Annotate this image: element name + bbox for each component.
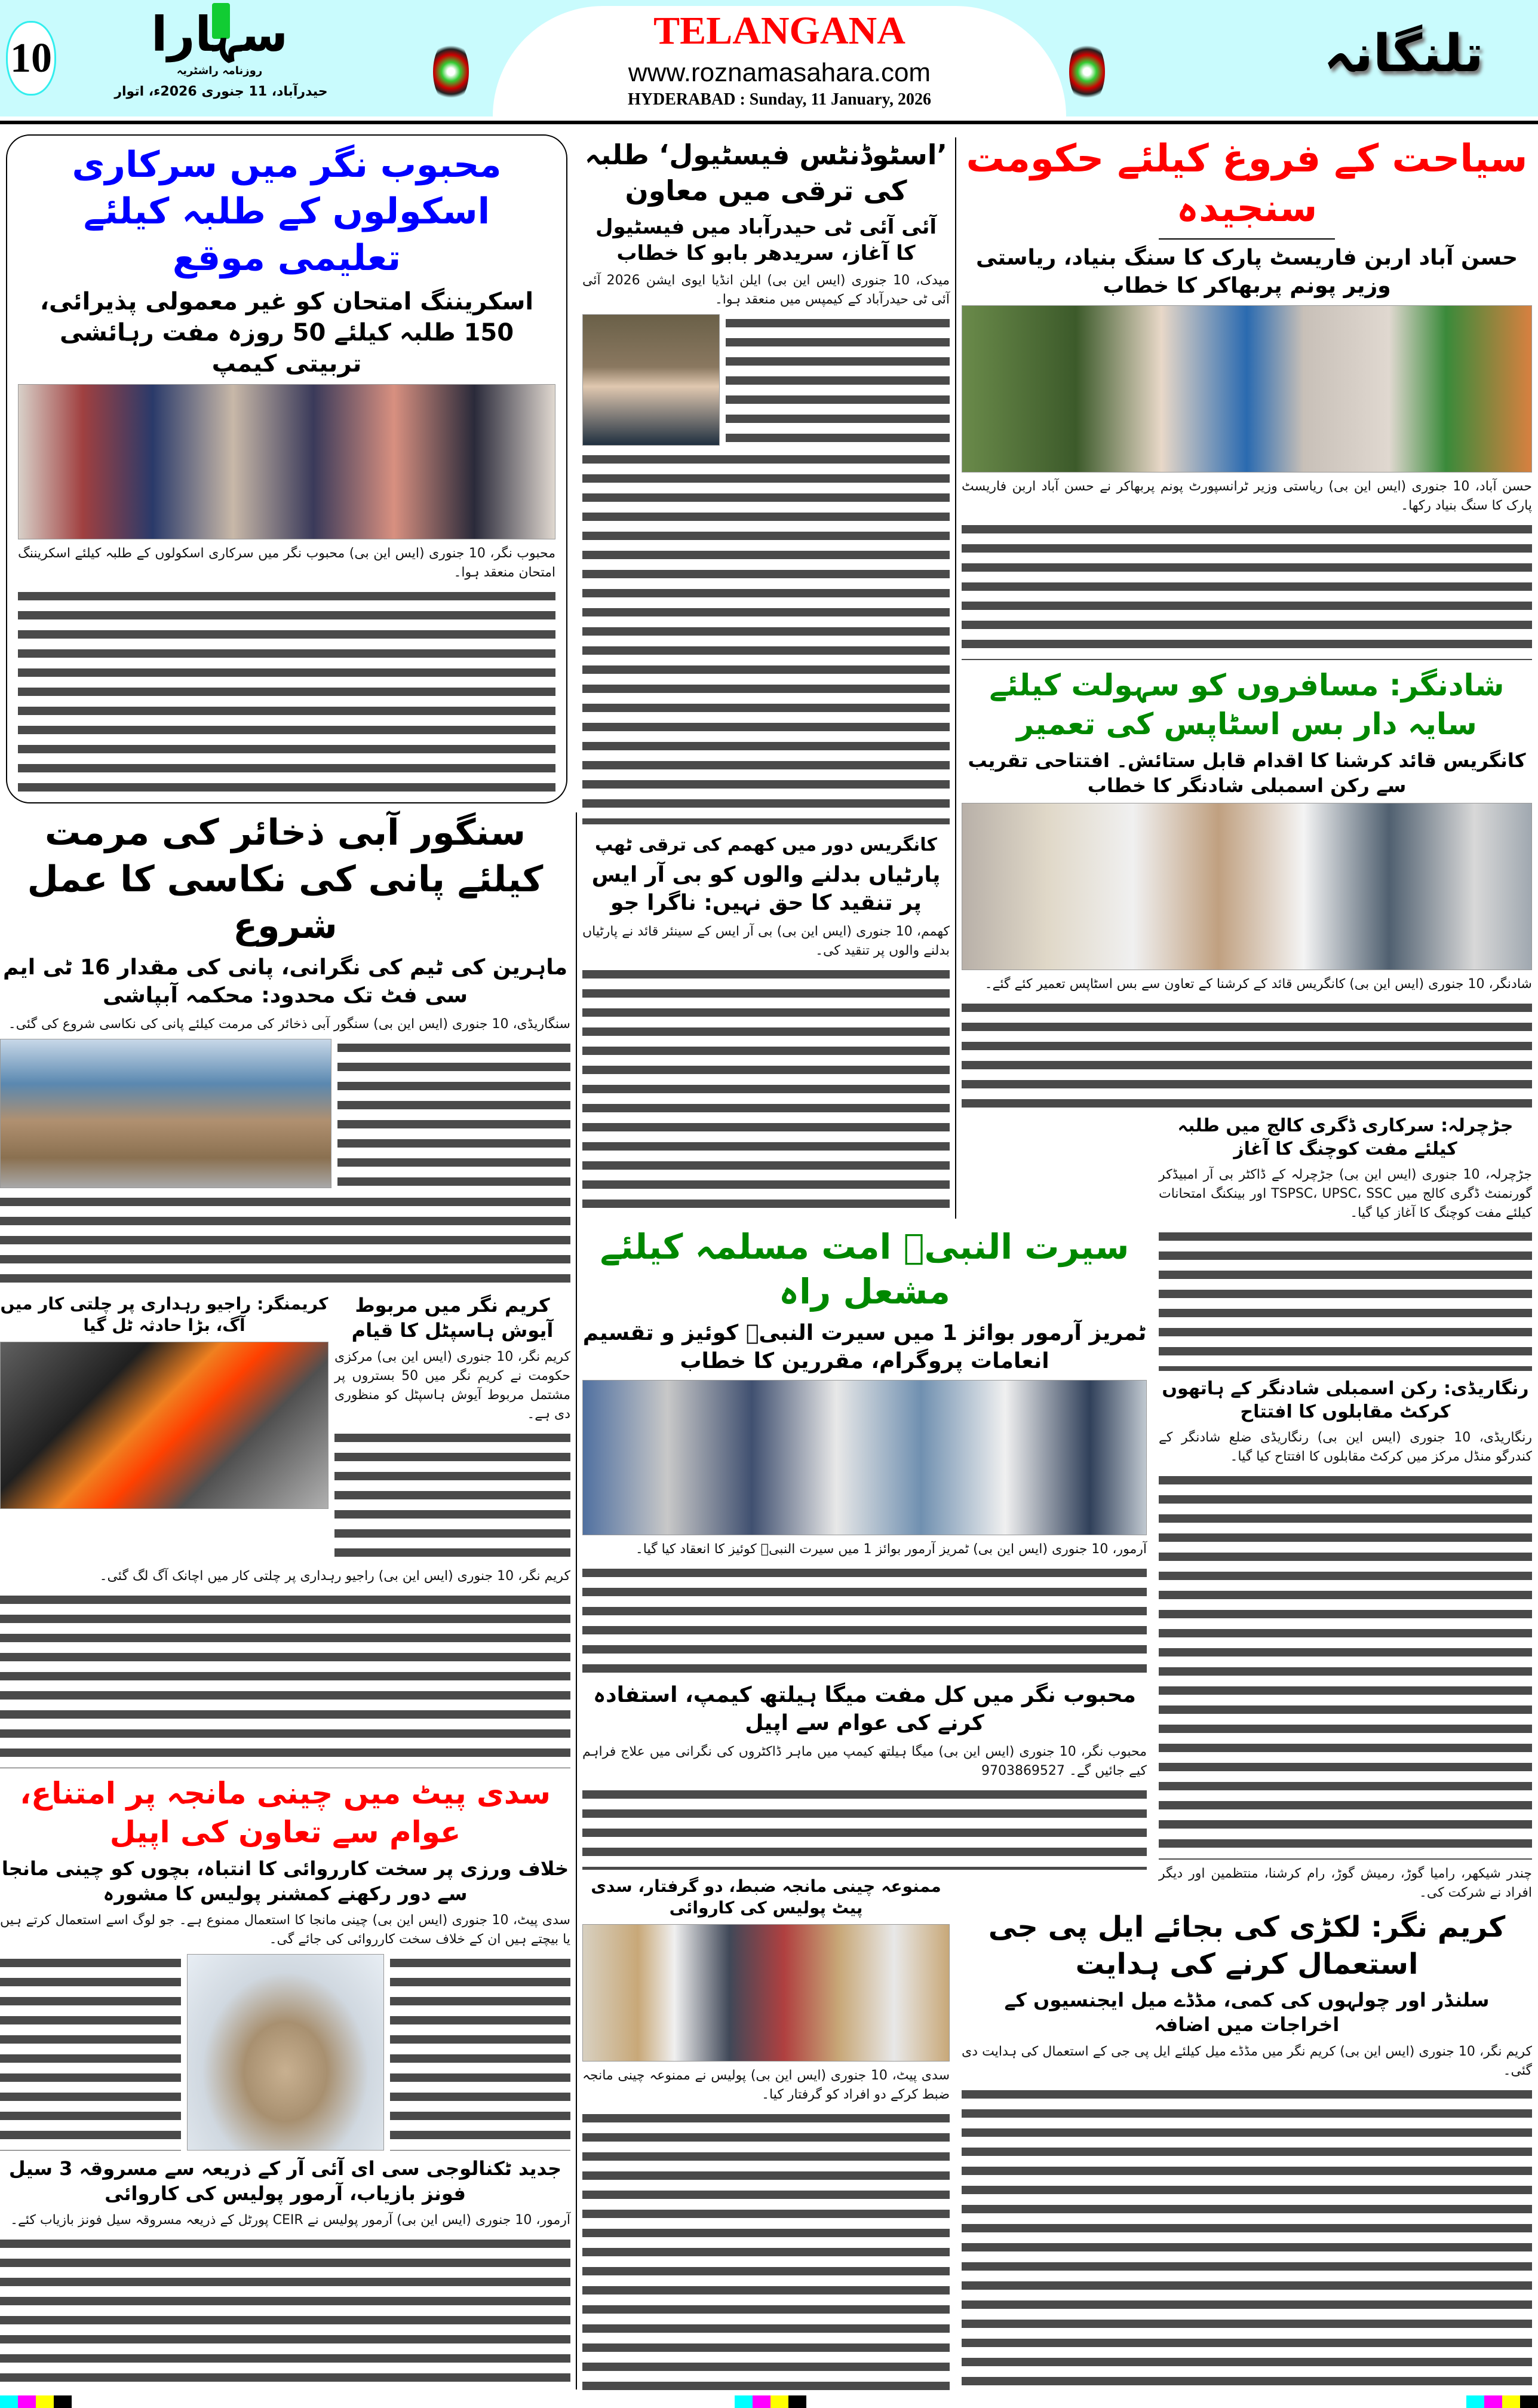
phone-number: 9703869527 <box>981 1763 1065 1778</box>
photo-police-with-accused <box>582 1924 950 2062</box>
subhead-siddipet-manja: خلاف ورزی پر سخت کارروائی کا انتباہ، بچوں کو چینی مانجا سے دور رکھنے کمشنر پولیس کا مشورہ <box>1 1857 569 1905</box>
newspaper-logo: سہارا <box>151 7 288 62</box>
registration-mark <box>770 2395 788 2408</box>
article-body-health-camp <box>582 1743 1147 1781</box>
photo-minister-speaking <box>582 314 720 446</box>
article-body-continued <box>337 1039 570 1188</box>
photo-burning-car <box>0 1342 329 1509</box>
headline-armoor-phones: جدید ٹکنالوجی سی ای آئی آر کے ذریعہ سے مسروقہ 3 سیل فونز بازیاب، آرمور پولیس کی کاروائی <box>8 2157 562 2205</box>
article-body-singur <box>0 1193 570 1287</box>
subhead-singur: ماہرین کی ٹیم کی نگرانی، پانی کی مقدار 16 ٹی ایم سی فٹ تک محدود: محکمہ آبپاشی <box>2 955 568 1008</box>
section-title: تلنگانہ <box>1324 24 1484 84</box>
article-body-continued <box>726 314 950 446</box>
registration-mark <box>753 2395 770 2408</box>
headline-mahbubnagar-schools: محبوب نگر میں سرکاری اسکولوں کے طلبہ کیلئے تعلیمی موقع <box>72 144 502 279</box>
urdu-date: حیدرآباد، 11 جنوری 2026ء، اتوار <box>114 84 328 99</box>
sunburst-icon <box>1069 39 1105 105</box>
registration-mark <box>18 2395 36 2408</box>
article-mahbubnagar-schools <box>6 134 567 803</box>
article-lead: محبوب نگر، 10 جنوری (ایس این بی) میگا ہیلتھ کیمپ میں ماہر ڈاکٹروں کی نگرانی میں علاج فراہم کیے جائیں گے۔ <box>582 1744 1147 1778</box>
kicker-khammam: کانگریس دور میں کھمم کی ترقی ٹھپ <box>595 835 937 855</box>
subhead-students-festival: آئی آئی ٹی حیدرآباد میں فیسٹیول کا آغاز، سریدھر بابو کا خطاب <box>595 214 937 265</box>
article-rangareddy <box>1159 1377 1532 1903</box>
article-lead: آرمور، 10 جنوری (ایس این بی) آرمور پولیس نے CEIR پورٹل کے ذریعہ مسروقہ سیل فونز بازیاب کئے۔ <box>10 2213 570 2228</box>
subhead-karimnagar-lpg: سلنڈر اور چولہوں کی کمی، مڈڈے میل ایجنسیوں کے اخراجات میں اضافہ <box>1004 1988 1490 2036</box>
headline-shadnagar: شادنگر: مسافروں کو سہولت کیلئے سایہ دار بس اسٹاپس کی تعمیر <box>989 668 1505 741</box>
logo-subtitle: روزنامہ راشٹریہ <box>176 65 263 77</box>
photo-singur-reservoir <box>0 1039 331 1188</box>
article-jadcherla <box>1159 1114 1532 1371</box>
article-lead: حسن آباد، 10 جنوری (ایس این بی) ریاستی وزیر ٹرانسپورٹ پونم پربھاکر نے حسن آباد اربن فاریسٹ پارک کا سنگ بنیاد رکھا۔ <box>962 478 1532 513</box>
article-lead: سدی پیٹ، 10 جنوری (ایس این بی) پولیس نے ممنوعہ چینی مانجہ ضبط کرکے دو افراد کو گرفتار کیا۔ <box>582 2067 950 2102</box>
article-closing-rangareddy: چندر شیکھر، رامیا گوڑ، رمیش گوڑ، رام کرشنا، منتظمین اور دیگر افراد نے شرکت کی۔ <box>1159 1866 1532 1900</box>
edition-title: TELANGANA <box>653 9 905 53</box>
article-lead: کھمم، 10 جنوری (ایس این بی) بی آر ایس کے سینئر قائد نے پارٹیاں بدلنے والوں پر تنقید کی۔ <box>582 924 950 958</box>
article-students-festival <box>582 137 950 824</box>
article-shadnagar <box>962 666 1532 1108</box>
article-body-mahbubnagar-schools <box>18 587 555 796</box>
article-seerat <box>582 1225 1147 1676</box>
header-rule <box>0 121 1538 124</box>
headline-rangareddy: رنگاریڈی: رکن اسمبلی شادنگر کے ہاتھوں کرکٹ مقابلوں کا افتتاح <box>1162 1378 1529 1422</box>
headline-ayush: کریم نگر میں مربوط آیوش ہاسپٹل کا قیام <box>351 1294 554 1342</box>
headline-seerat: سیرت النبیؐ امت مسلمہ کیلئے مشعل راہ <box>600 1226 1129 1312</box>
registration-mark <box>1484 2395 1502 2408</box>
article-body-continued <box>0 1591 570 1768</box>
headline-car-fire: کریمنگر: راجیو رہداری پر چلتی کار میں آگ، بڑا حادثہ ٹل گیا <box>0 1294 329 1336</box>
article-health-camp <box>582 1682 1147 1870</box>
registration-mark <box>788 2395 806 2408</box>
registration-mark <box>1466 2395 1484 2408</box>
article-lead: محبوب نگر، 10 جنوری (ایس این بی) محبوب نگر میں سرکاری اسکولوں کے طلبہ کیلئے اسکریننگ امتحان منعقد ہوا۔ <box>18 546 556 580</box>
registration-mark <box>54 2395 72 2408</box>
divider <box>1159 238 1335 240</box>
article-body-car-fire: کریم نگر، 10 جنوری (ایس این بی) راجیو رہداری پر چلتی کار میں اچانک آگ لگ گئی۔ <box>99 1569 570 1584</box>
column-divider <box>955 137 956 1219</box>
article-lead: شادنگر، 10 جنوری (ایس این بی) کانگریس قائد کے کرشنا کے تعاون سے بس اسٹاپس تعمیر کئے گئے۔ <box>984 977 1532 992</box>
article-body-manja-seized <box>582 2109 950 2392</box>
article-car-fire-and-ayush <box>0 1293 570 1768</box>
article-siddipet-manja <box>0 1774 570 2151</box>
registration-mark <box>735 2395 753 2408</box>
article-lead: آرمور، 10 جنوری (ایس این بی) ٹمریز آرمور بوائز 1 میں سیرت النبیؐ کوئیز کا انعقاد کیا گیا۔ <box>635 1542 1147 1557</box>
article-body-karimnagar-lpg <box>962 2085 1532 2392</box>
headline-tourism: سیاحت کے فروغ کیلئے حکومت سنجیدہ <box>966 137 1528 231</box>
article-singur <box>0 809 570 1287</box>
column-divider <box>576 812 577 2389</box>
article-body-continued <box>582 1786 1147 1870</box>
website-link[interactable]: www.roznamasahara.com <box>628 58 931 87</box>
article-khammam <box>582 833 950 1216</box>
article-body-continued <box>0 1954 181 2151</box>
article-armoor-phones <box>0 2157 570 2392</box>
photo-students-exam <box>18 384 555 539</box>
subhead-mahbubnagar-schools: اسکریننگ امتحان کو غیر معمولی پذیرائی، 150 طلبہ کیلئے 50 روزہ مفت رہائشی تربیتی کیمپ <box>39 288 534 378</box>
registration-mark <box>36 2395 54 2408</box>
headline-jadcherla: جڑچرلہ: سرکاری ڈگری کالج میں طلبہ کیلئے مفت کوچنگ کا آغاز <box>1177 1115 1514 1159</box>
headline-singur: سنگور آبی ذخائر کی مرمت کیلئے پانی کی نکاسی کا عمل شروع <box>27 812 544 947</box>
article-lead: کریم نگر، 10 جنوری (ایس این بی) کریم نگر میں مڈڈے میل کیلئے ایل پی جی کے استعمال کی ہدایت دی گئی۔ <box>962 2044 1533 2078</box>
article-body-continued <box>390 1954 571 2151</box>
article-karimnagar-lpg <box>962 1909 1532 2392</box>
article-body-tourism <box>962 520 1532 660</box>
article-body-siddipet-manja: سدی پیٹ، 10 جنوری (ایس این بی) چینی مانجا کا استعمال ممنوع ہے۔ جو لوگ اسے استعمال کرتے ہیں یا بیچتے ہیں ان کے خلاف سخت کارروائی کی جائے گی۔ <box>0 1913 570 1947</box>
article-body-continued <box>334 1429 570 1562</box>
article-manja-seized <box>582 1876 950 2392</box>
photo-bus-stop-inauguration <box>962 803 1532 970</box>
subhead-seerat: ٹمریز آرمور بوائز 1 میں سیرت النبیؐ کوئیز و تقسیم انعامات پروگرام، مقررین کا خطاب <box>582 1320 1147 1373</box>
article-body-shadnagar <box>962 999 1532 1108</box>
article-body-khammam <box>582 965 950 1216</box>
article-body-ayush: کریم نگر، 10 جنوری (ایس این بی) مرکزی حکومت نے کریم نگر میں 50 بستروں پر مشتمل مربوط آیوش ہاسپٹل کو منظوری دی ہے۔ <box>334 1349 570 1422</box>
subhead-tourism: حسن آباد اربن فاریسٹ پارک کا سنگ بنیاد، ریاستی وزیر پونم پربھاکر کا خطاب <box>975 246 1518 299</box>
headline-karimnagar-lpg: کریم نگر: لکڑی کی بجائے ایل پی جی استعمال کرنے کی ہدایت <box>988 1910 1506 1981</box>
page-number: 10 <box>6 21 56 96</box>
article-body-jadcherla <box>1159 1228 1532 1371</box>
article-body-seerat <box>582 1564 1147 1676</box>
sunburst-icon <box>433 39 469 105</box>
headline-manja-seized: ممنوعہ چینی مانجہ ضبط، دو گرفتار، سدی پیٹ پولیس کی کاروائی <box>591 1876 941 1918</box>
registration-mark <box>1520 2395 1538 2408</box>
article-lead: رنگاریڈی، 10 جنوری (ایس این بی) رنگاریڈی ضلع شادنگر کے کندرگو منڈل مرکز میں کرکٹ مقابلوں کا افتتاح کیا گیا۔ <box>1159 1430 1532 1464</box>
article-lead: میدک، 10 جنوری (ایس این بی) ایلن انڈیا ایوی ایشن 2026 آئی آئی ٹی حیدرآباد کے کیمپس میں منعقد ہوا۔ <box>582 272 950 307</box>
headline-khammam: پارٹیاں بدلنے والوں کو بی آر ایس پر تنقید کا حق نہیں: ناگرا جو <box>591 863 941 915</box>
headline-health-camp: محبوب نگر میں کل مفت میگا ہیلتھ کیمپ، استفادہ کرنے کی عوام سے اپیل <box>593 1683 1136 1735</box>
article-body-armoor-phones <box>0 2235 570 2392</box>
subhead-shadnagar: کانگریس قائد کرشنا کا اقدام قابل ستائش۔ افتتاحی تقریب سے رکن اسمبلی شادنگر کا خطاب <box>968 749 1526 797</box>
dateline: HYDERABAD : Sunday, 11 January, 2026 <box>627 90 931 109</box>
article-tourism <box>962 134 1532 660</box>
photo-tourism-event <box>962 305 1532 473</box>
photo-seerat-prize-distribution <box>582 1380 1147 1535</box>
article-lead: جڑچرلہ، 10 جنوری (ایس این بی) جڑچرلہ کے ڈاکٹر بی آر امبیڈکر گورنمنٹ ڈگری کالج میں TSPSC، UPSC، SSC اور بینکنگ امتحانات کیلئے مفت کوچنگ کا آغاز کیا گیا۔ <box>1159 1167 1532 1220</box>
article-body-students-festival <box>582 450 950 824</box>
article-body-rangareddy <box>1159 1471 1532 1860</box>
article-lead: سنگاریڈی، 10 جنوری (ایس این بی) سنگور آبی ذخائر کی مرمت کیلئے پانی کی نکاسی شروع کی گئی۔ <box>8 1016 570 1032</box>
headline-students-festival: ’اسٹوڈنٹس فیسٹیول‘ طلبہ کی ترقی میں معاون <box>584 139 947 207</box>
headline-siddipet-manja: سدی پیٹ میں چینی مانجہ پر امتناع، عوام سے تعاون کی اپیل <box>20 1776 551 1849</box>
registration-mark <box>0 2395 18 2408</box>
registration-mark <box>1502 2395 1520 2408</box>
photo-police-commissioner <box>187 1954 384 2151</box>
